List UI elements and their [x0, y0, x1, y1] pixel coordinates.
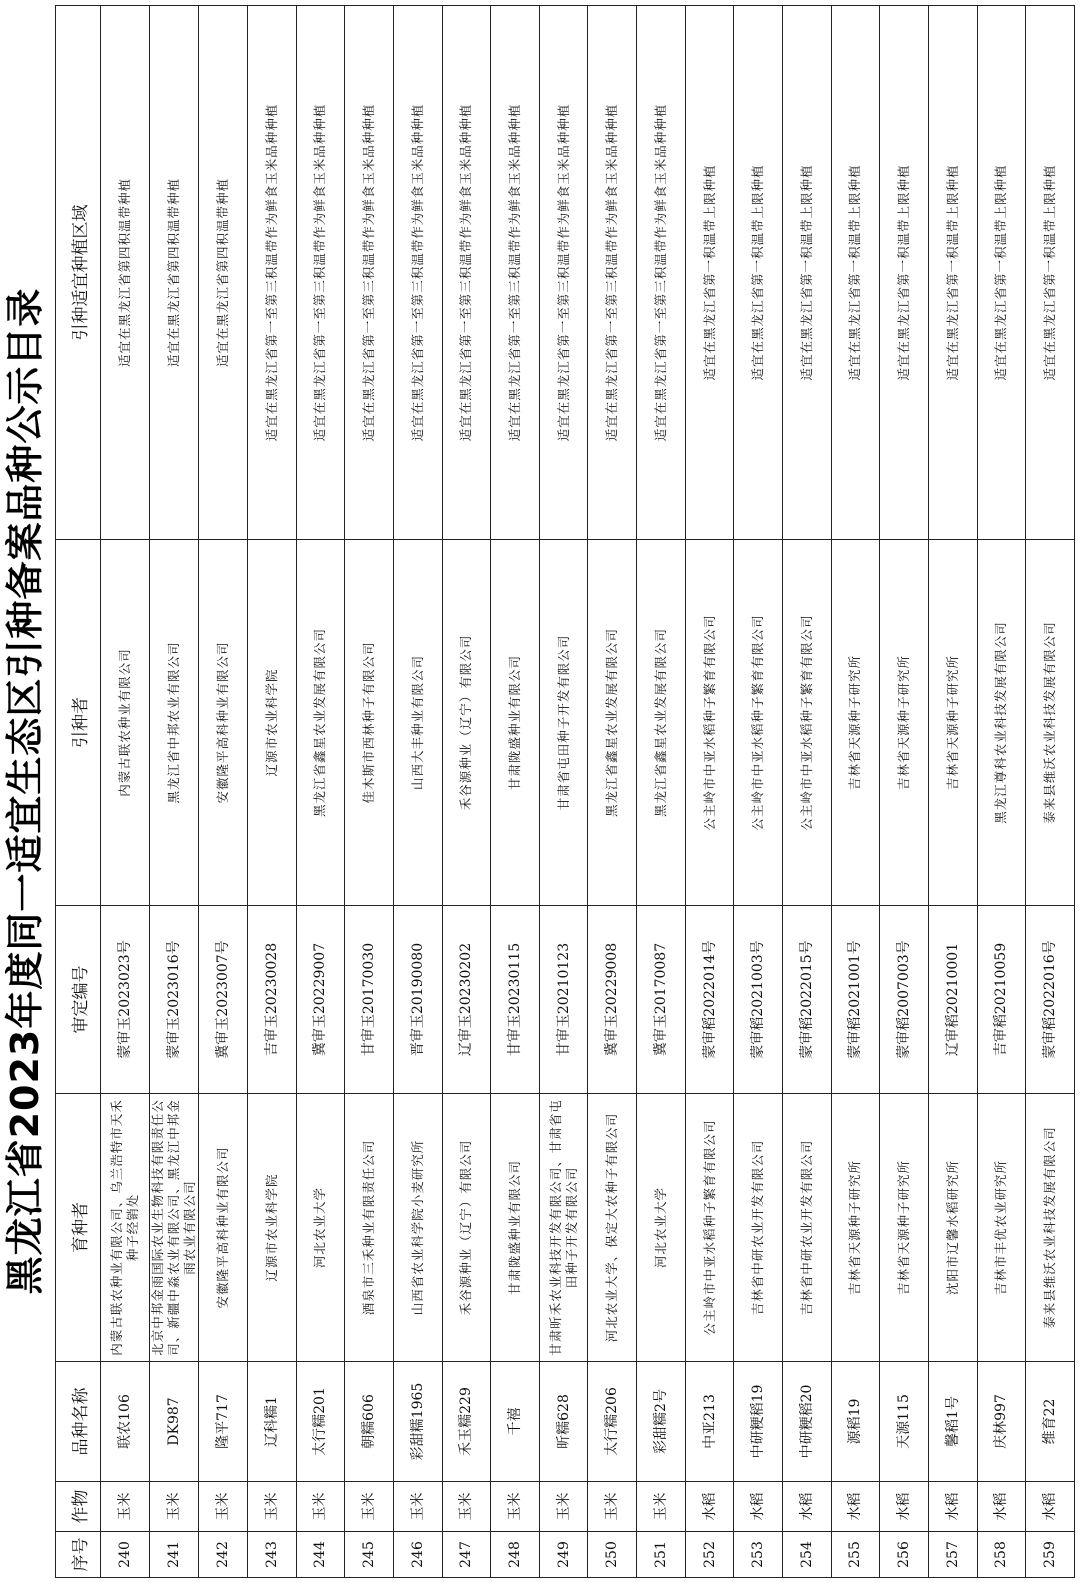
table-row — [149, 6, 199, 1578]
cell-serial-no: 258 — [977, 1532, 1026, 1578]
table-row — [199, 6, 248, 1578]
table-row — [491, 6, 540, 1578]
cell-introducer: 甘肃省屯田种子开发有限公司 — [539, 540, 588, 906]
table-row — [247, 6, 296, 1578]
cell-suitable-region: 适宜在黑龙江省第一至第三积温带作为鲜食玉米品种种植 — [539, 6, 588, 540]
document-title: 黑龙江省2023年度同一适宜生态区引种备案品种公示目录 — [3, 287, 47, 1295]
cell-crop: 水稻 — [685, 1482, 734, 1532]
cell-introducer: 吉林省天源种子研究所 — [831, 540, 880, 906]
cell-suitable-region: 适宜在黑龙江省第一至第三积温带作为鲜食玉米品种种植 — [637, 6, 686, 540]
cell-introducer: 内蒙古联农种业有限公司 — [101, 540, 150, 906]
table-body — [101, 6, 1075, 1578]
cell-breeder: 河北农业大学、保定大农种子有限公司 — [588, 1094, 637, 1362]
cell-variety-name: 辽科糯1 — [247, 1362, 296, 1482]
cell-crop: 玉米 — [393, 1482, 442, 1532]
cell-registration-no: 甘审玉20170030 — [345, 906, 394, 1094]
cell-serial-no: 253 — [734, 1532, 783, 1578]
cell-suitable-region: 适宜在黑龙江省第一积温带上限种植 — [977, 6, 1026, 540]
variety-table — [55, 5, 1075, 1578]
header-suitable-region: 引种适宜种植区域 — [56, 6, 101, 540]
cell-crop: 玉米 — [296, 1482, 345, 1532]
cell-registration-no: 甘审玉20230115 — [491, 906, 540, 1094]
cell-suitable-region: 适宜在黑龙江省第一至第三积温带作为鲜食玉米品种种植 — [345, 6, 394, 540]
cell-breeder: 公主岭市中亚水稻种子繁育有限公司 — [685, 1094, 734, 1362]
cell-breeder: 吉林省天源种子研究所 — [831, 1094, 880, 1362]
cell-crop: 玉米 — [637, 1482, 686, 1532]
cell-serial-no: 245 — [345, 1532, 394, 1578]
cell-variety-name: 朝糯606 — [345, 1362, 394, 1482]
cell-crop: 水稻 — [928, 1482, 977, 1532]
cell-suitable-region: 适宜在黑龙江省第一积温带上限种植 — [1026, 6, 1075, 540]
table-container — [55, 6, 1075, 1578]
cell-introducer: 公主岭市中亚水稻种子繁育有限公司 — [685, 540, 734, 906]
cell-registration-no: 冀审玉2023007号 — [199, 906, 248, 1094]
cell-variety-name: 隆平717 — [199, 1362, 248, 1482]
cell-breeder: 山西省农业科学院小麦研究所 — [393, 1094, 442, 1362]
cell-introducer: 公主岭市中亚水稻种子繁育有限公司 — [782, 540, 831, 906]
table-row — [782, 6, 831, 1578]
table-row — [588, 6, 637, 1578]
cell-registration-no: 辽审稻20210001 — [928, 906, 977, 1094]
cell-introducer: 公主岭市中亚水稻种子繁育有限公司 — [734, 540, 783, 906]
cell-variety-name: 联农106 — [101, 1362, 150, 1482]
cell-crop: 玉米 — [345, 1482, 394, 1532]
cell-variety-name: 中研粳稻19 — [734, 1362, 783, 1482]
cell-suitable-region: 适宜在黑龙江省第四积温带种植 — [149, 6, 199, 540]
cell-introducer: 佳木斯市西林种子有限公司 — [345, 540, 394, 906]
cell-crop: 玉米 — [101, 1482, 150, 1532]
table-row — [1026, 6, 1075, 1578]
table-row — [296, 6, 345, 1578]
table-row — [442, 6, 491, 1578]
cell-variety-name: DK987 — [149, 1362, 199, 1482]
cell-registration-no: 蒙审稻2022014号 — [685, 906, 734, 1094]
cell-serial-no: 254 — [782, 1532, 831, 1578]
cell-variety-name: 禾玉糯229 — [442, 1362, 491, 1482]
cell-introducer: 黑龙江省鑫星农业发展有限公司 — [588, 540, 637, 906]
cell-suitable-region: 适宜在黑龙江省第一至第三积温带作为鲜食玉米品种种植 — [296, 6, 345, 540]
cell-variety-name: 维育22 — [1026, 1362, 1075, 1482]
cell-variety-name: 庆林997 — [977, 1362, 1026, 1482]
cell-crop: 玉米 — [539, 1482, 588, 1532]
cell-variety-name: 彩甜糯1965 — [393, 1362, 442, 1482]
cell-serial-no: 248 — [491, 1532, 540, 1578]
table-row — [977, 6, 1026, 1578]
cell-crop: 水稻 — [734, 1482, 783, 1532]
cell-serial-no: 240 — [101, 1532, 150, 1578]
cell-introducer: 黑龙江省中邦农业有限公司 — [149, 540, 199, 906]
cell-variety-name: 昕糯628 — [539, 1362, 588, 1482]
cell-suitable-region: 适宜在黑龙江省第四积温带种植 — [101, 6, 150, 540]
cell-crop: 水稻 — [977, 1482, 1026, 1532]
cell-breeder: 吉林市丰优农业研究所 — [977, 1094, 1026, 1362]
cell-breeder: 甘肃陇盛种业有限公司 — [491, 1094, 540, 1362]
cell-introducer: 辽源市农业科学院 — [247, 540, 296, 906]
header-introducer: 引种者 — [56, 540, 101, 906]
cell-introducer: 安徽隆平高科种业有限公司 — [199, 540, 248, 906]
cell-introducer: 吉林省天源种子研究所 — [928, 540, 977, 906]
cell-suitable-region: 适宜在黑龙江省第一至第三积温带作为鲜食玉米品种种植 — [442, 6, 491, 540]
table-row — [539, 6, 588, 1578]
cell-suitable-region: 适宜在黑龙江省第一积温带上限种植 — [734, 6, 783, 540]
cell-breeder: 吉林省天源种子研究所 — [880, 1094, 929, 1362]
cell-introducer: 甘肃陇盛种业有限公司 — [491, 540, 540, 906]
cell-breeder: 泰来县维沃农业科技发展有限公司 — [1026, 1094, 1075, 1362]
cell-breeder: 北京中邦金雨国际农业生物科技有限责任公司、新疆中淼农业有限公司、黑龙江中邦金雨农业有限公司 — [149, 1094, 199, 1362]
table-row — [734, 6, 783, 1578]
cell-suitable-region: 适宜在黑龙江省第一积温带上限种植 — [685, 6, 734, 540]
header-serial-no: 序号 — [56, 1532, 101, 1578]
cell-serial-no: 249 — [539, 1532, 588, 1578]
cell-variety-name: 中研粳稻20 — [782, 1362, 831, 1482]
cell-registration-no: 冀审玉20170087 — [637, 906, 686, 1094]
table-row — [685, 6, 734, 1578]
cell-suitable-region: 适宜在黑龙江省第四积温带种植 — [199, 6, 248, 540]
cell-registration-no: 蒙审玉2023023号 — [101, 906, 150, 1094]
table-row — [831, 6, 880, 1578]
header-crop: 作物 — [56, 1482, 101, 1532]
cell-introducer: 禾谷源种业（辽宁）有限公司 — [442, 540, 491, 906]
cell-introducer: 山西大丰种业有限公司 — [393, 540, 442, 906]
cell-registration-no: 辽审玉20230202 — [442, 906, 491, 1094]
cell-suitable-region: 适宜在黑龙江省第一至第三积温带作为鲜食玉米品种种植 — [588, 6, 637, 540]
cell-serial-no: 241 — [149, 1532, 199, 1578]
cell-introducer: 泰来县维沃农业科技发展有限公司 — [1026, 540, 1075, 906]
cell-breeder: 禾谷源种业（辽宁）有限公司 — [442, 1094, 491, 1362]
cell-suitable-region: 适宜在黑龙江省第一积温带上限种植 — [831, 6, 880, 540]
cell-crop: 玉米 — [588, 1482, 637, 1532]
cell-variety-name: 太行糯201 — [296, 1362, 345, 1482]
cell-suitable-region: 适宜在黑龙江省第一至第三积温带作为鲜食玉米品种种植 — [393, 6, 442, 540]
cell-crop: 水稻 — [880, 1482, 929, 1532]
header-variety-name: 品种名称 — [56, 1362, 101, 1482]
table-row — [880, 6, 929, 1578]
cell-variety-name: 千禧 — [491, 1362, 540, 1482]
cell-introducer: 黑龙江省鑫星农业发展有限公司 — [296, 540, 345, 906]
cell-registration-no: 吉审玉20230028 — [247, 906, 296, 1094]
cell-serial-no: 252 — [685, 1532, 734, 1578]
cell-registration-no: 冀审玉20229007 — [296, 906, 345, 1094]
cell-registration-no: 吉审稻20210059 — [977, 906, 1026, 1094]
cell-introducer: 吉林省天源种子研究所 — [880, 540, 929, 906]
table-row — [345, 6, 394, 1578]
cell-serial-no: 259 — [1026, 1532, 1075, 1578]
cell-breeder: 沈阳市辽馨水稻研究所 — [928, 1094, 977, 1362]
cell-registration-no: 甘审玉20210123 — [539, 906, 588, 1094]
cell-registration-no: 蒙审稻2022016号 — [1026, 906, 1075, 1094]
cell-registration-no: 蒙审稻2021003号 — [734, 906, 783, 1094]
cell-registration-no: 蒙审玉2023016号 — [149, 906, 199, 1094]
cell-crop: 玉米 — [442, 1482, 491, 1532]
cell-crop: 玉米 — [199, 1482, 248, 1532]
table-row — [101, 6, 150, 1578]
cell-breeder: 酒泉市三禾种业有限责任公司 — [345, 1094, 394, 1362]
cell-suitable-region: 适宜在黑龙江省第一积温带上限种植 — [928, 6, 977, 540]
cell-serial-no: 246 — [393, 1532, 442, 1578]
cell-serial-no: 247 — [442, 1532, 491, 1578]
header-breeder: 育种者 — [56, 1094, 101, 1362]
cell-crop: 水稻 — [782, 1482, 831, 1532]
cell-suitable-region: 适宜在黑龙江省第一积温带上限种植 — [782, 6, 831, 540]
cell-breeder: 吉林省中研农业开发有限公司 — [734, 1094, 783, 1362]
cell-breeder: 安徽隆平高科种业有限公司 — [199, 1094, 248, 1362]
table-header-row — [56, 6, 101, 1578]
cell-suitable-region: 适宜在黑龙江省第一至第三积温带作为鲜食玉米品种种植 — [491, 6, 540, 540]
cell-crop: 水稻 — [1026, 1482, 1075, 1532]
cell-serial-no: 257 — [928, 1532, 977, 1578]
cell-crop: 玉米 — [149, 1482, 199, 1532]
cell-serial-no: 250 — [588, 1532, 637, 1578]
cell-registration-no: 蒙审稻2021001号 — [831, 906, 880, 1094]
cell-variety-name: 中亚213 — [685, 1362, 734, 1482]
cell-registration-no: 冀审玉20229008 — [588, 906, 637, 1094]
cell-suitable-region: 适宜在黑龙江省第一至第三积温带作为鲜食玉米品种种植 — [247, 6, 296, 540]
cell-serial-no: 244 — [296, 1532, 345, 1578]
cell-introducer: 黑龙江省鑫星农业发展有限公司 — [637, 540, 686, 906]
cell-introducer: 黑龙江尊科农业科技发展有限公司 — [977, 540, 1026, 906]
table-row — [393, 6, 442, 1578]
cell-registration-no: 蒙审稻2022015号 — [782, 906, 831, 1094]
cell-crop: 玉米 — [491, 1482, 540, 1532]
cell-registration-no: 晋审玉20190080 — [393, 906, 442, 1094]
cell-variety-name: 源稻19 — [831, 1362, 880, 1482]
cell-variety-name: 天源115 — [880, 1362, 929, 1482]
cell-registration-no: 蒙审稻2007003号 — [880, 906, 929, 1094]
cell-breeder: 甘肃昕禾农业科技开发有限公司、甘肃省屯田种子开发有限公司 — [539, 1094, 588, 1362]
cell-crop: 水稻 — [831, 1482, 880, 1532]
cell-serial-no: 255 — [831, 1532, 880, 1578]
cell-breeder: 内蒙古联农种业有限公司、乌兰浩特市天禾种子经销处 — [101, 1094, 150, 1362]
header-registration-no: 审定编号 — [56, 906, 101, 1094]
table-row — [928, 6, 977, 1578]
cell-serial-no: 256 — [880, 1532, 929, 1578]
table-row — [637, 6, 686, 1578]
cell-variety-name: 彩甜糯2号 — [637, 1362, 686, 1482]
cell-crop: 玉米 — [247, 1482, 296, 1532]
cell-serial-no: 243 — [247, 1532, 296, 1578]
cell-breeder: 吉林省中研农业开发有限公司 — [782, 1094, 831, 1362]
cell-variety-name: 太行糯206 — [588, 1362, 637, 1482]
cell-breeder: 河北农业大学 — [637, 1094, 686, 1362]
cell-variety-name: 馨稻1号 — [928, 1362, 977, 1482]
cell-serial-no: 251 — [637, 1532, 686, 1578]
cell-suitable-region: 适宜在黑龙江省第一积温带上限种植 — [880, 6, 929, 540]
cell-breeder: 河北农业大学 — [296, 1094, 345, 1362]
cell-breeder: 辽源市农业科学院 — [247, 1094, 296, 1362]
cell-serial-no: 242 — [199, 1532, 248, 1578]
